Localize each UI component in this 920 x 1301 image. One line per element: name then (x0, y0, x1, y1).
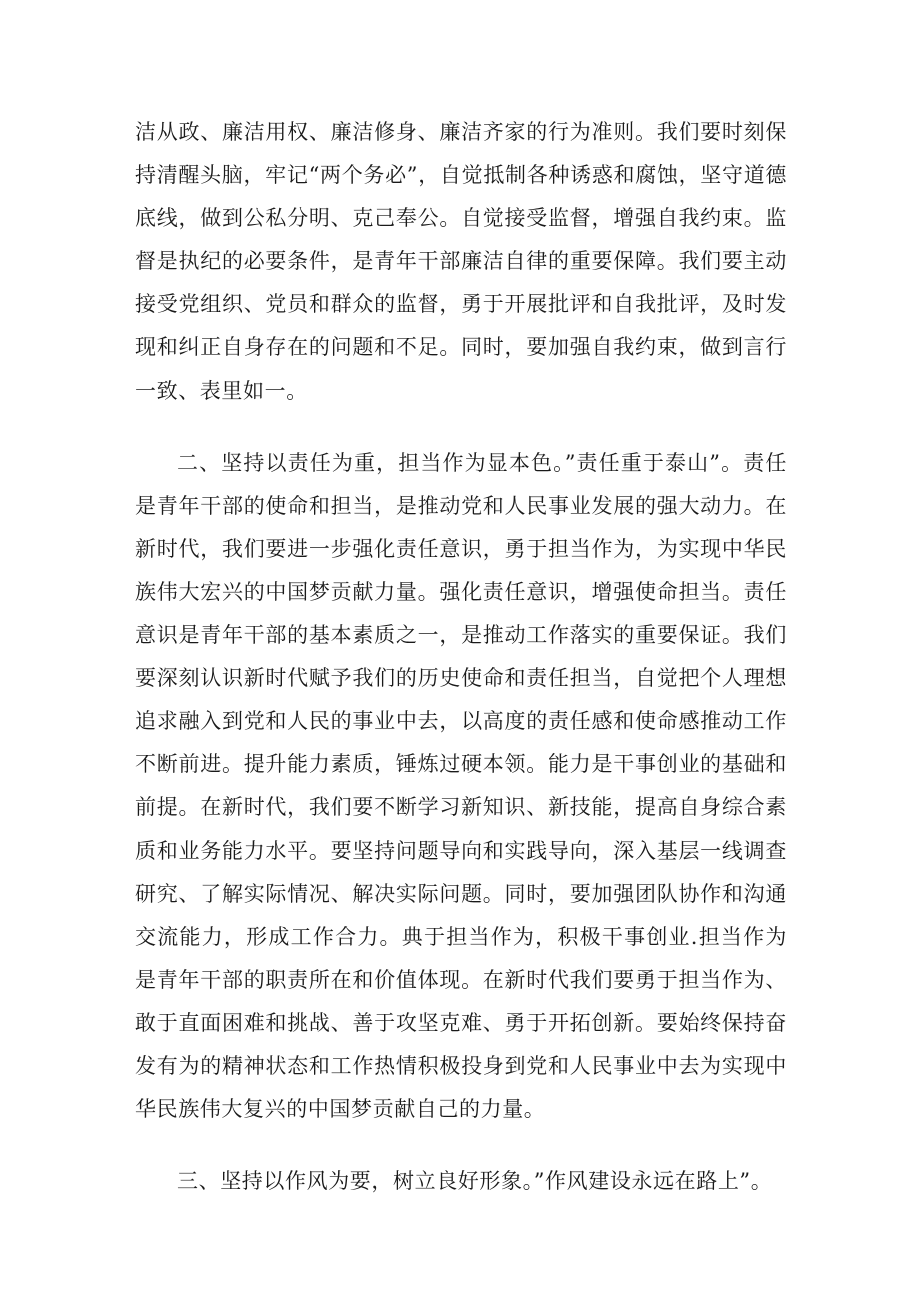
paragraph-section-two-responsibility: 二、坚持以责任为重，担当作为显本色。”责任重于泰山”。责任是青年干部的使命和担当，是推动党和人民事业发展的强大动力。在新时代，我们要进一步强化责任意识，勇于担当作为，为实现中华民族伟大宏兴的中国梦贡献力量。强化责任意识，增强使命担当。责任意识是青年干部的基本素质之一，是推动工作落实的重要保证。我们要深刻认识新时代赋予我们的历史使命和责任担当，自觉把个人理想追求融入到党和人民的事业中去，以高度的责任感和使命感推动工作不断前进。提升能力素质，锤炼过硬本领。能力是干事创业的基础和前提。在新时代，我们要不断学习新知识、新技能，提高自身综合素质和业务能力水平。要坚持问题导向和实践导向，深入基层一线调查研究、了解实际情况、解决实际问题。同时，要加强团队协作和沟通交流能力，形成工作合力。典于担当作为，积极干事创业.担当作为是青年干部的职责所在和价值体现。在新时代我们要勇于担当作为、敢于直面困难和挑战、善于攻坚克难、勇于开拓创新。要始终保持奋发有为的精神状态和工作热情积极投身到党和人民事业中去为实现中华民族伟大复兴的中国梦贡献自己的力量。 (135, 450, 787, 1122)
paragraph-section-three-work-style: 三、坚持以作风为要，树立良好形象。”作风建设永远在路上”。 (177, 1169, 773, 1194)
document-body (135, 111, 787, 1203)
paragraph-integrity-continuation: 洁从政、廉洁用权、廉洁修身、廉洁齐家的行为准则。我们要时刻保持清醒头脑，牢记“两个务必”，自觉抵制各种诱惑和腐蚀，坚守道德底线，做到公私分明、克己奉公。自觉接受监督，增强自我约束。监督是执纪的必要条件，是青年干部廉洁自律的重要保障。我们要主动接受党组织、党员和群众的监督，勇于开展批评和自我批评，及时发现和纠正自身存在的问题和不足。同时，要加强自我约束，做到言行一致、表里如一。 (135, 120, 787, 403)
